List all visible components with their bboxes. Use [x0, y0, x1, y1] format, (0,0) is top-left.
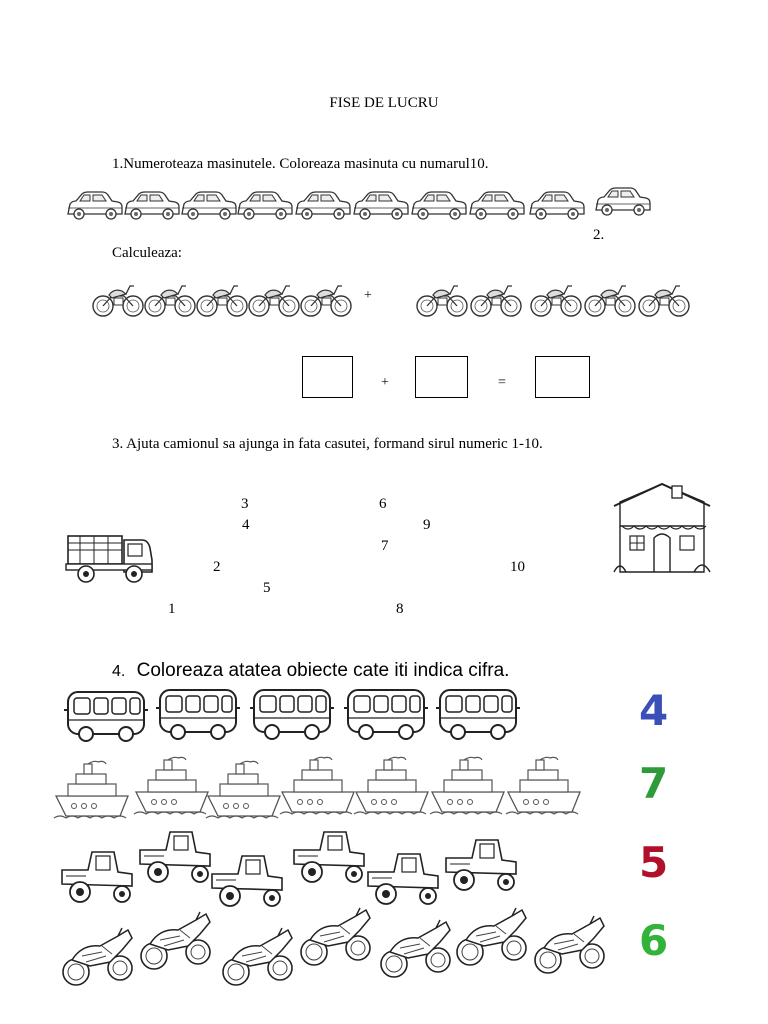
sport-motorcycle-icon — [535, 916, 604, 973]
tractor-icon — [368, 854, 438, 904]
tractor-icon — [446, 840, 516, 890]
bus-icon — [344, 690, 428, 739]
sport-motorcycle-icon — [457, 908, 526, 965]
motorcycle-icon — [531, 286, 581, 316]
car-icon — [125, 192, 179, 219]
bus-row — [64, 686, 534, 746]
sequence-number: 4 — [242, 517, 250, 533]
exercise-2-number: 2. — [593, 227, 605, 243]
bus-icon — [156, 690, 240, 739]
equals-sign: = — [498, 375, 506, 390]
digit-5: 5 — [639, 838, 669, 887]
motorcycle-icon — [585, 286, 635, 316]
sport-motorcycle-icon — [141, 912, 210, 969]
digit-6: 6 — [639, 916, 669, 965]
answer-box-2[interactable] — [415, 356, 468, 398]
car-icon — [354, 192, 408, 219]
motorcycle-icon — [471, 286, 521, 316]
car-icon — [596, 188, 650, 215]
car-icon — [296, 192, 350, 219]
motorcycle-icon — [93, 286, 143, 316]
sequence-number: 6 — [379, 496, 387, 512]
sport-motorcycle-icon — [301, 908, 370, 965]
tractor-icon — [212, 856, 282, 906]
motorcycle-icon — [639, 286, 689, 316]
sequence-number: 1 — [168, 601, 176, 617]
digit-7: 7 — [639, 759, 669, 808]
ship-row — [54, 756, 594, 820]
bus-icon — [64, 692, 148, 741]
answer-box-result[interactable] — [535, 356, 590, 398]
exercise-2-instruction: Calculeaza: — [112, 245, 182, 261]
car-icon — [470, 192, 524, 219]
bus-icon — [250, 690, 334, 739]
sequence-number: 10 — [510, 559, 525, 575]
tractor-icon — [294, 832, 364, 882]
ship-icon — [54, 761, 128, 818]
sport-motorcycle-icon — [63, 928, 132, 985]
motorcycle-group-left — [92, 280, 362, 320]
motorcycle-icon — [249, 286, 299, 316]
digit-4: 4 — [639, 686, 669, 735]
exercise-4-number: 4. — [112, 663, 126, 680]
plus-sign-top: + — [364, 288, 372, 303]
bus-icon — [436, 690, 520, 739]
tractor-icon — [62, 852, 132, 902]
sequence-number: 3 — [241, 496, 249, 512]
exercise-4-instruction — [112, 660, 509, 682]
motorcycle-group-right — [416, 280, 696, 320]
motorcycle-row — [62, 904, 622, 994]
exercise-4-text: Coloreaza atatea obiecte cate iti indica cifra. — [136, 660, 510, 681]
exercise-1-instruction: 1.Numeroteaza masinutele. Coloreaza masinuta cu numarul10. — [112, 156, 489, 172]
motorcycle-icon — [301, 286, 351, 316]
car-row — [64, 186, 654, 222]
sequence-number: 9 — [423, 517, 431, 533]
motorcycle-icon — [197, 286, 247, 316]
ship-icon — [506, 757, 580, 814]
answer-box-1[interactable] — [302, 356, 353, 398]
car-icon — [412, 192, 466, 219]
ship-icon — [280, 757, 354, 814]
sequence-number: 2 — [213, 559, 221, 575]
ship-icon — [354, 757, 428, 814]
ship-icon — [134, 757, 208, 814]
motorcycle-icon — [145, 286, 195, 316]
motorcycle-icon — [417, 286, 467, 316]
car-icon — [68, 192, 122, 219]
plus-sign: + — [381, 375, 389, 390]
sequence-number: 5 — [263, 580, 271, 596]
car-icon — [182, 192, 236, 219]
tractor-icon — [140, 832, 210, 882]
car-icon — [530, 192, 584, 219]
truck-icon — [66, 530, 158, 590]
car-icon — [238, 192, 292, 219]
tractor-row — [58, 826, 538, 912]
ship-icon — [430, 757, 504, 814]
sport-motorcycle-icon — [381, 920, 450, 977]
ship-icon — [206, 761, 280, 818]
house-icon — [612, 480, 712, 576]
sequence-number: 8 — [396, 601, 404, 617]
sequence-number: 7 — [381, 538, 389, 554]
sport-motorcycle-icon — [223, 928, 292, 985]
exercise-3-instruction: 3. Ajuta camionul sa ajunga in fata casutei, formand sirul numeric 1-10. — [112, 436, 543, 452]
page-title: FISE DE LUCRU — [329, 95, 439, 111]
